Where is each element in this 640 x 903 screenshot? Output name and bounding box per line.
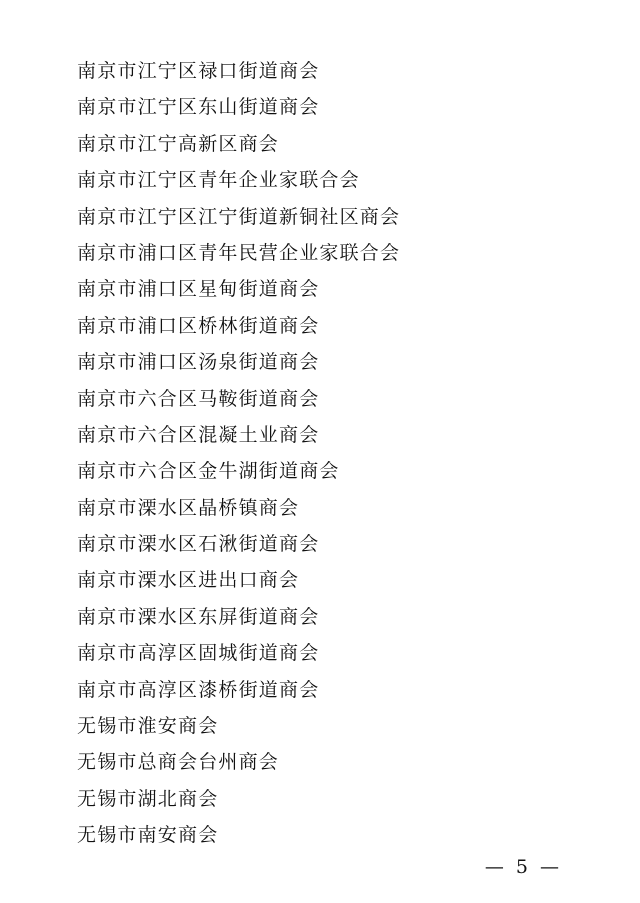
list-item: 南京市六合区金牛湖街道商会 — [77, 460, 340, 483]
page-number: — 5 — — [484, 856, 562, 878]
list-item: 南京市六合区混凝土业商会 — [77, 423, 320, 446]
list-item: 南京市浦口区汤泉街道商会 — [77, 351, 320, 374]
list-item: 南京市浦口区青年民营企业家联合会 — [77, 241, 401, 264]
list-item: 南京市溧水区进出口商会 — [77, 569, 300, 592]
chamber-of-commerce-list — [77, 53, 400, 854]
list-item: 无锡市湖北商会 — [77, 787, 219, 810]
list-item: 南京市江宁区禄口街道商会 — [77, 60, 320, 82]
list-item: 南京市六合区马鞍街道商会 — [77, 387, 320, 410]
list-item: 无锡市总商会台州商会 — [77, 751, 280, 774]
list-item: 南京市江宁区东山街道商会 — [77, 96, 320, 119]
list-item: 南京市溧水区东屏街道商会 — [77, 605, 320, 628]
list-item: 南京市江宁区青年企业家联合会 — [77, 169, 360, 192]
list-item: 南京市浦口区星甸街道商会 — [77, 278, 320, 301]
list-item: 南京市高淳区漆桥街道商会 — [77, 678, 320, 701]
list-item: 南京市浦口区桥林街道商会 — [77, 314, 320, 337]
list-item: 南京市溧水区石湫街道商会 — [77, 533, 320, 556]
list-item: 南京市高淳区固城街道商会 — [77, 642, 320, 665]
list-item: 无锡市淮安商会 — [77, 715, 219, 738]
list-item: 南京市江宁区江宁街道新铜社区商会 — [77, 205, 401, 228]
list-item: 南京市溧水区晶桥镇商会 — [77, 496, 300, 519]
list-item: 南京市江宁高新区商会 — [77, 132, 280, 155]
list-item: 无锡市南安商会 — [77, 824, 219, 847]
